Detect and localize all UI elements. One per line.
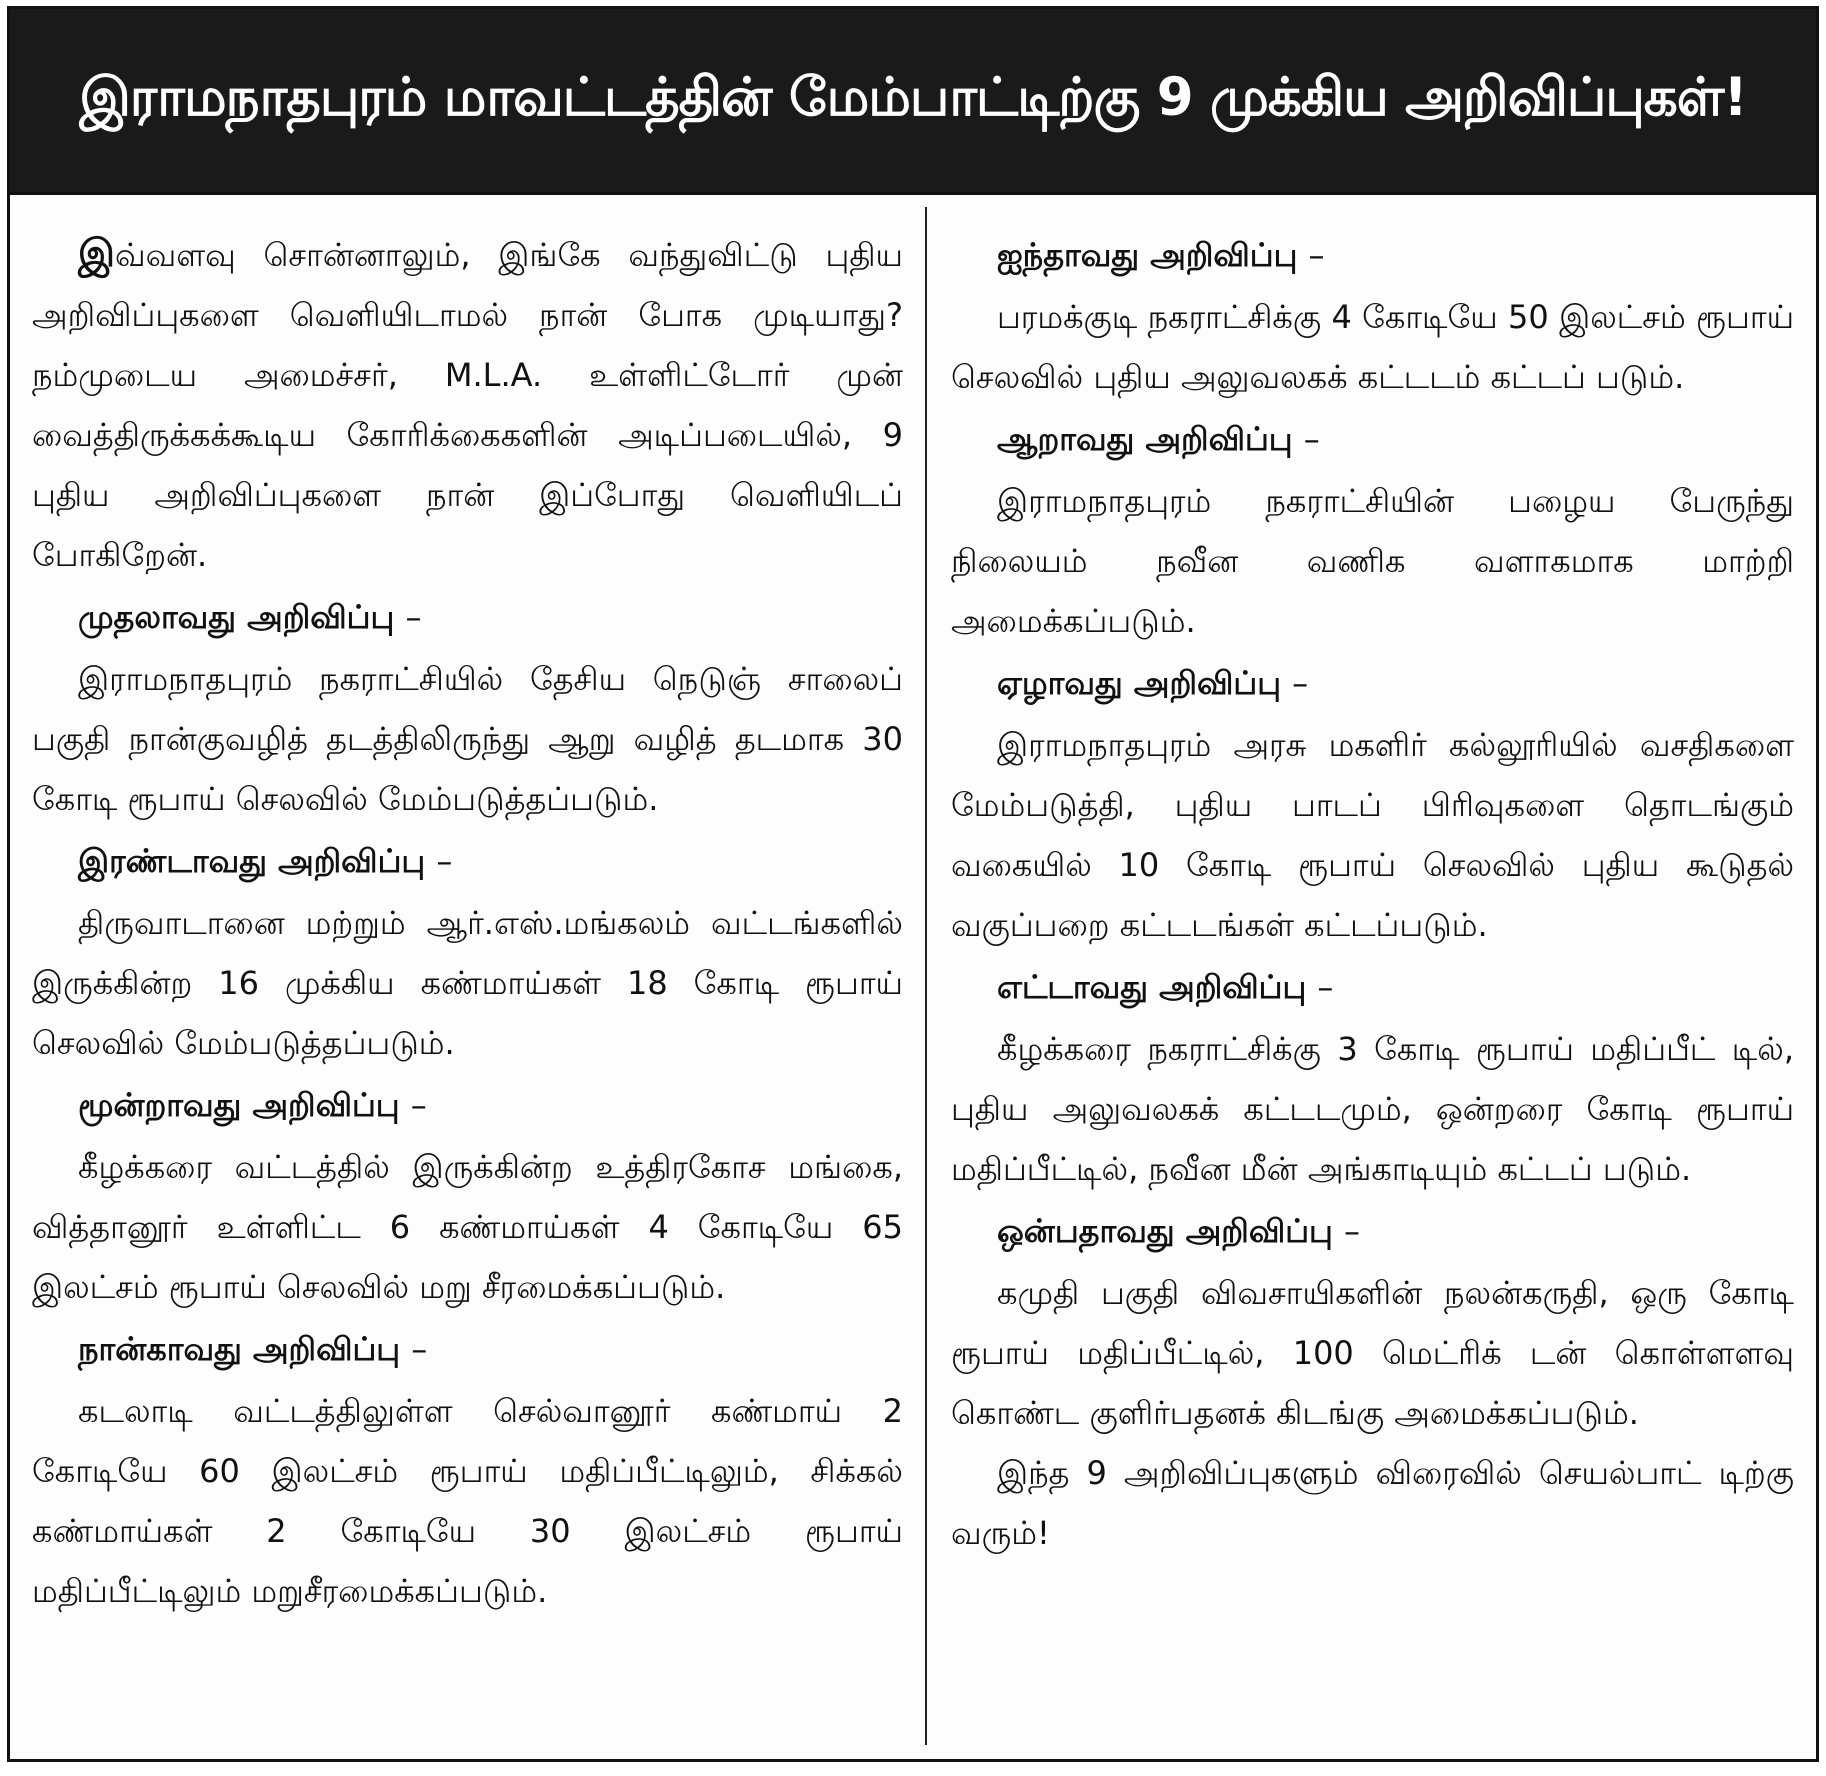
announcement-heading-2: [32, 829, 903, 893]
announcement-heading-5: [951, 223, 1794, 287]
drop-letter: இ: [78, 231, 115, 275]
announcement-text-6: இராமநாதபுரம் நகராட்சியின் பழைய பேருந்து நிலையம் நவீன வணிக வளாகமாக மாற்றி அமைக்கப்படும்.: [950, 482, 1794, 640]
right-column: [927, 195, 1816, 1759]
article-columns: [10, 195, 1816, 1759]
heading-dash: –: [1317, 968, 1334, 1006]
announcement-heading-7: [951, 651, 1794, 715]
announcement-heading-9: [951, 1199, 1794, 1263]
heading-label: மூன்றாவது அறிவிப்பு: [78, 1086, 400, 1124]
announcement-text-1: இராமநாதபுரம் நகராட்சியில் தேசிய நெடுஞ் சாலைப் பகுதி நான்குவழித் தடத்திலிருந்து ஆறு வழித் தடமாக 30 கோடி ரூபாய் செலவில் மேம்படுத்தப்படும்.: [32, 660, 903, 818]
heading-label: ஐந்தாவது அறிவிப்பு: [996, 236, 1298, 274]
intro-text: வ்வளவு சொன்னாலும், இங்கே வந்துவிட்டு புதிய அறிவிப்புகளை வெளியிடாமல் நான் போக முடியாது? நம்முடைய அமைச்சர், M.L.A. உள்ளிட்டோர் முன் வைத்திருக்கக்கூடிய கோரிக்கைகளின் அடிப்படையில், 9 புதிய அறிவிப்புகளை நான் இப்போது வெளியிடப் போகிறேன்.: [32, 236, 903, 574]
announcement-heading-8: [951, 955, 1794, 1019]
heading-dash: –: [436, 842, 453, 880]
heading-label: முதலாவது அறிவிப்பு: [78, 598, 395, 636]
page-title: இராமநாதபுரம் மாவட்டத்தின் மேம்பாட்டிற்கு 9 முக்கிய அறிவிப்புகள்!: [79, 66, 1747, 128]
closing-paragraph: இந்த 9 அறிவிப்புகளும் விரைவில் செயல்பாட் டிற்கு வரும்!: [950, 1454, 1794, 1552]
heading-dash: –: [1303, 420, 1320, 458]
intro-paragraph: [32, 223, 903, 585]
announcement-heading-1: [32, 585, 903, 649]
heading-label: ஒன்பதாவது அறிவிப்பு: [996, 1212, 1333, 1250]
announcement-text-7: இராமநாதபுரம் அரசு மகளிர் கல்லூரியில் வசதிகளை மேம்படுத்தி, புதிய பாடப் பிரிவுகளை தொடங்கும் வகையில் 10 கோடி ரூபாய் செலவில் புதிய கூடுதல் வகுப்பறை கட்டடங்கள் கட்டப்படும்.: [950, 726, 1794, 944]
announcement-text-5: பரமக்குடி நகராட்சிக்கு 4 கோடியே 50 இலட்சம் ரூபாய் செலவில் புதிய அலுவலகக் கட்டடம் கட்டப் படும்.: [950, 298, 1794, 396]
heading-label: ஆறாவது அறிவிப்பு: [996, 420, 1293, 458]
heading-dash: –: [1308, 236, 1325, 274]
heading-label: எட்டாவது அறிவிப்பு: [996, 968, 1307, 1006]
heading-dash: –: [1292, 664, 1309, 702]
announcement-heading-6: [951, 407, 1794, 471]
heading-dash: –: [410, 1086, 427, 1124]
announcement-text-9: கமுதி பகுதி விவசாயிகளின் நலன்கருதி, ஒரு கோடி ரூபாய் மதிப்பீட்டில், 100 மெட்ரிக் டன் கொள்ளளவு கொண்ட குளிர்பதனக் கிடங்கு அமைக்கப்படும்.: [950, 1274, 1794, 1432]
announcement-text-2: திருவாடானை மற்றும் ஆர்.எஸ்.மங்கலம் வட்டங்களில் இருக்கின்ற 16 முக்கிய கண்மாய்கள் 18 கோடி ரூபாய் செலவில் மேம்படுத்தப்படும்.: [32, 904, 903, 1062]
heading-label: இரண்டாவது அறிவிப்பு: [78, 842, 426, 880]
heading-label: நான்காவது அறிவிப்பு: [78, 1330, 401, 1368]
announcement-heading-3: [32, 1073, 903, 1137]
announcement-text-8: கீழக்கரை நகராட்சிக்கு 3 கோடி ரூபாய் மதிப்பீட் டில், புதிய அலுவலகக் கட்டடமும், ஒன்றரை கோடி ரூபாய் மதிப்பீட்டில், நவீன மீன் அங்காடியும் கட்டப் படும்.: [950, 1030, 1794, 1188]
announcement-heading-4: [32, 1317, 903, 1381]
announcement-text-3: கீழக்கரை வட்டத்தில் இருக்கின்ற உத்திரகோச மங்கை, வித்தானூர் உள்ளிட்ட 6 கண்மாய்கள் 4 கோடியே 65 இலட்சம் ரூபாய் செலவில் மறு சீரமைக்கப்படும்.: [32, 1148, 903, 1306]
heading-dash: –: [1343, 1212, 1360, 1250]
heading-label: ஏழாவது அறிவிப்பு: [996, 664, 1281, 702]
announcement-text-4: கடலாடி வட்டத்திலுள்ள செல்வானூர் கண்மாய் 2 கோடியே 60 இலட்சம் ரூபாய் மதிப்பீட்டிலும், சிக்கல் கண்மாய்கள் 2 கோடியே 30 இலட்சம் ரூபாய் மதிப்பீட்டிலும் மறுசீரமைக்கப்படும்.: [32, 1392, 903, 1610]
left-column: [10, 195, 925, 1759]
heading-dash: –: [411, 1330, 428, 1368]
announcement-page: [7, 6, 1819, 1762]
title-banner: [10, 9, 1816, 195]
heading-dash: –: [405, 598, 422, 636]
